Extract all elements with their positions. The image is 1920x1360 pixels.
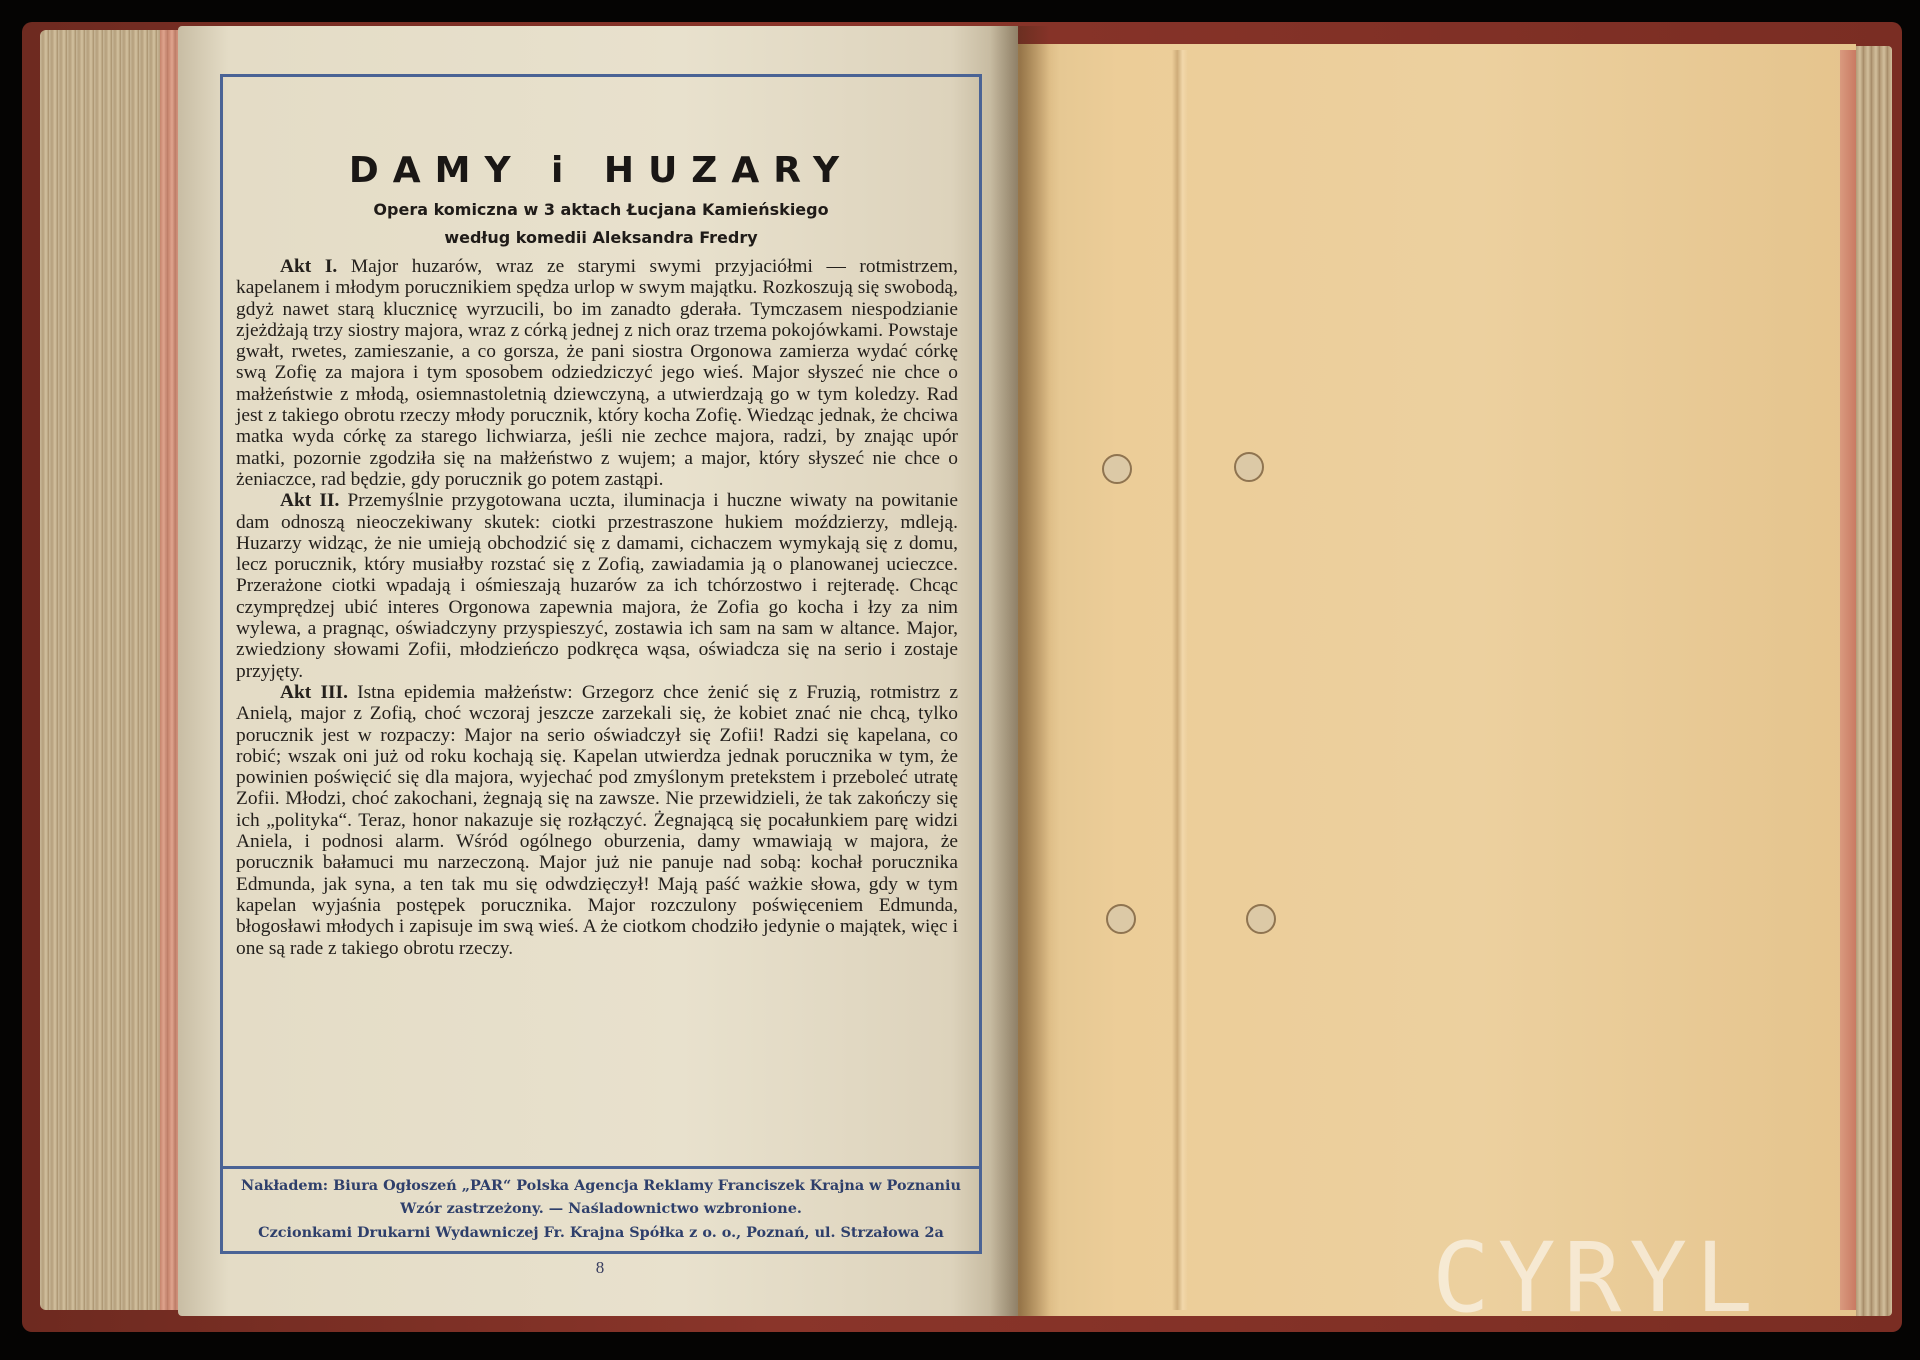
- footer-divider: [220, 1166, 982, 1169]
- watermark-logo: CYRYL: [1432, 1222, 1761, 1334]
- punch-hole: [1234, 452, 1264, 482]
- synopsis-text: [236, 256, 958, 959]
- act-text: Major huzarów, wraz ze starymi swymi przyjaciółmi — rotmistrzem, kapelanem i młodym porucznikiem spędza urlop w swym majątku. Rozkoszują się swobodą, gdyż nawet starą klucznicę wyrzucili, bo im zanadto gderała. Tymczasem niespodzianie zjeżdżają trzy siostry majora, wraz z córką jednej z nich oraz trzema pokojówkami. Powstaje gwałt, rwetes, zamieszanie, a co gorsza, że pani siostra Orgonowa zamierza wydać córkę swą Zofię za majora i tym sposobem odziedziczyć jego wieś. Major słyszeć nie chce o małżeństwie z młodą, osiemnastoletnią dziewczyną, a utwierdzają go w tym koledzy. Rad jest z takiego obrotu rzeczy młody porucznik, który kocha Zofię. Wiedząc jednak, że chciwa matka wyda córkę za starego lichwiarza, jeśli nie zechce majora, radzi, by znając upór matki, pozornie zgodziła się na małżeństwo z wujem; a major, który słyszeć nie chce o żeniaczce, rad będzie, gdy porucznik go potem zastąpi.: [236, 256, 958, 490]
- punch-hole: [1106, 904, 1136, 934]
- act-text: Istna epidemia małżeństw: Grzegorz chce żenić się z Fruzią, rotmistrz z Anielą, major z Zofią, choć wczoraj jeszcze zarzekali się, że kobiet znać nie chcą, tylko porucznik jest w rozpaczy: Major na serio oświadczył się Zofii! Radzi się kapelana, co robić; wszak oni już od roku kochają się. Kapelan utwierdza jednak porucznika w tym, że powinien poświęcić się dla majora, wyjechać pod zmyślonym pretekstem i przeboleć utratę Zofii. Młodzi, choć zakochani, żegnają się na zawsze. Nie przewidzieli, że tak zakończy się ich „polityka“. Teraz, honor nakazuje się rozłączyć. Żegnającą się pocałunkiem parę widzi Aniela, i podnosi alarm. Wśród ogólnego oburzenia, damy wmawiają w majora, że porucznik bałamuci mu narzeczoną. Major już nie panuje nad sobą: kochał porucznika Edmunda, jak syna, a ten tak mu się odwdzięczył! Mają paść ważkie słowa, gdy w tym kapelan wyjaśnia postępek porucznika. Major rozczulony poświęceniem Edmunda, błogosławi młodych i zapisuje im swą wieś. A że ciotkom chodziło jedynie o majątek, więc i one są rade z takiego obrotu rzeczy.: [236, 681, 958, 959]
- left-page-edges: [40, 30, 200, 1310]
- page-fold: [1172, 50, 1188, 1310]
- act-label: Akt III.: [280, 681, 348, 703]
- gutter-shadow: [990, 26, 1050, 1316]
- page-number: 8: [595, 1258, 605, 1277]
- footer-printer: Czcionkami Drukarni Wydawniczej Fr. Krajna Spółka z o. o., Poznań, ul. Strzałowa 2a: [258, 1224, 944, 1241]
- act-paragraph: [236, 490, 958, 682]
- act-text: Przemyślnie przygotowana uczta, iluminacja i huczne wiwaty na powitanie dam odnoszą nieoczekiwany skutek: ciotki przestraszone hukiem moździerzy, mdleją. Huzarzy widząc, że nie umieją obchodzić się z damami, cichaczem wymykają się z domu, lecz porucznik, który musiałby rozstać się z Zofią, zawiadamia ją o planowanej ucieczce. Przerażone ciotki wpadają i ośmieszają huzarów za ich tchórzostwo i rejteradę. Chcąc czymprędzej ubić interes Orgonowa zapewnia majora, że Zofia go kocha i łzy za nim wylewa, a pragnąc, oświadczyny przyspieszyć, zostawia ich sam na sam w altance. Major, zwiedziony słowami Zofii, młodzieńczo podkręca wąsa, oświadcza się na serio i zostaje przyjęty.: [236, 490, 958, 682]
- act-label: Akt II.: [280, 490, 340, 512]
- footer-copyright: Wzór zastrzeżony. — Naśladownictwo wzbronione.: [400, 1200, 802, 1217]
- punch-hole: [1102, 454, 1132, 484]
- act-paragraph: [236, 256, 958, 490]
- right-red-edge: [1840, 50, 1856, 1310]
- right-page: [1018, 44, 1856, 1316]
- punch-hole: [1246, 904, 1276, 934]
- act-paragraph: [236, 682, 958, 959]
- subtitle-line-1: Opera komiczna w 3 aktach Łucjana Kamieńskiego: [373, 200, 829, 219]
- subtitle-line-2: według komedii Aleksandra Fredry: [444, 228, 758, 247]
- footer-publisher: Nakładem: Biura Ogłoszeń „PAR“ Polska Agencja Reklamy Franciszek Krajna w Poznaniu: [241, 1177, 961, 1194]
- page-title: DAMY i HUZARY: [348, 150, 854, 191]
- act-label: Akt I.: [280, 256, 338, 277]
